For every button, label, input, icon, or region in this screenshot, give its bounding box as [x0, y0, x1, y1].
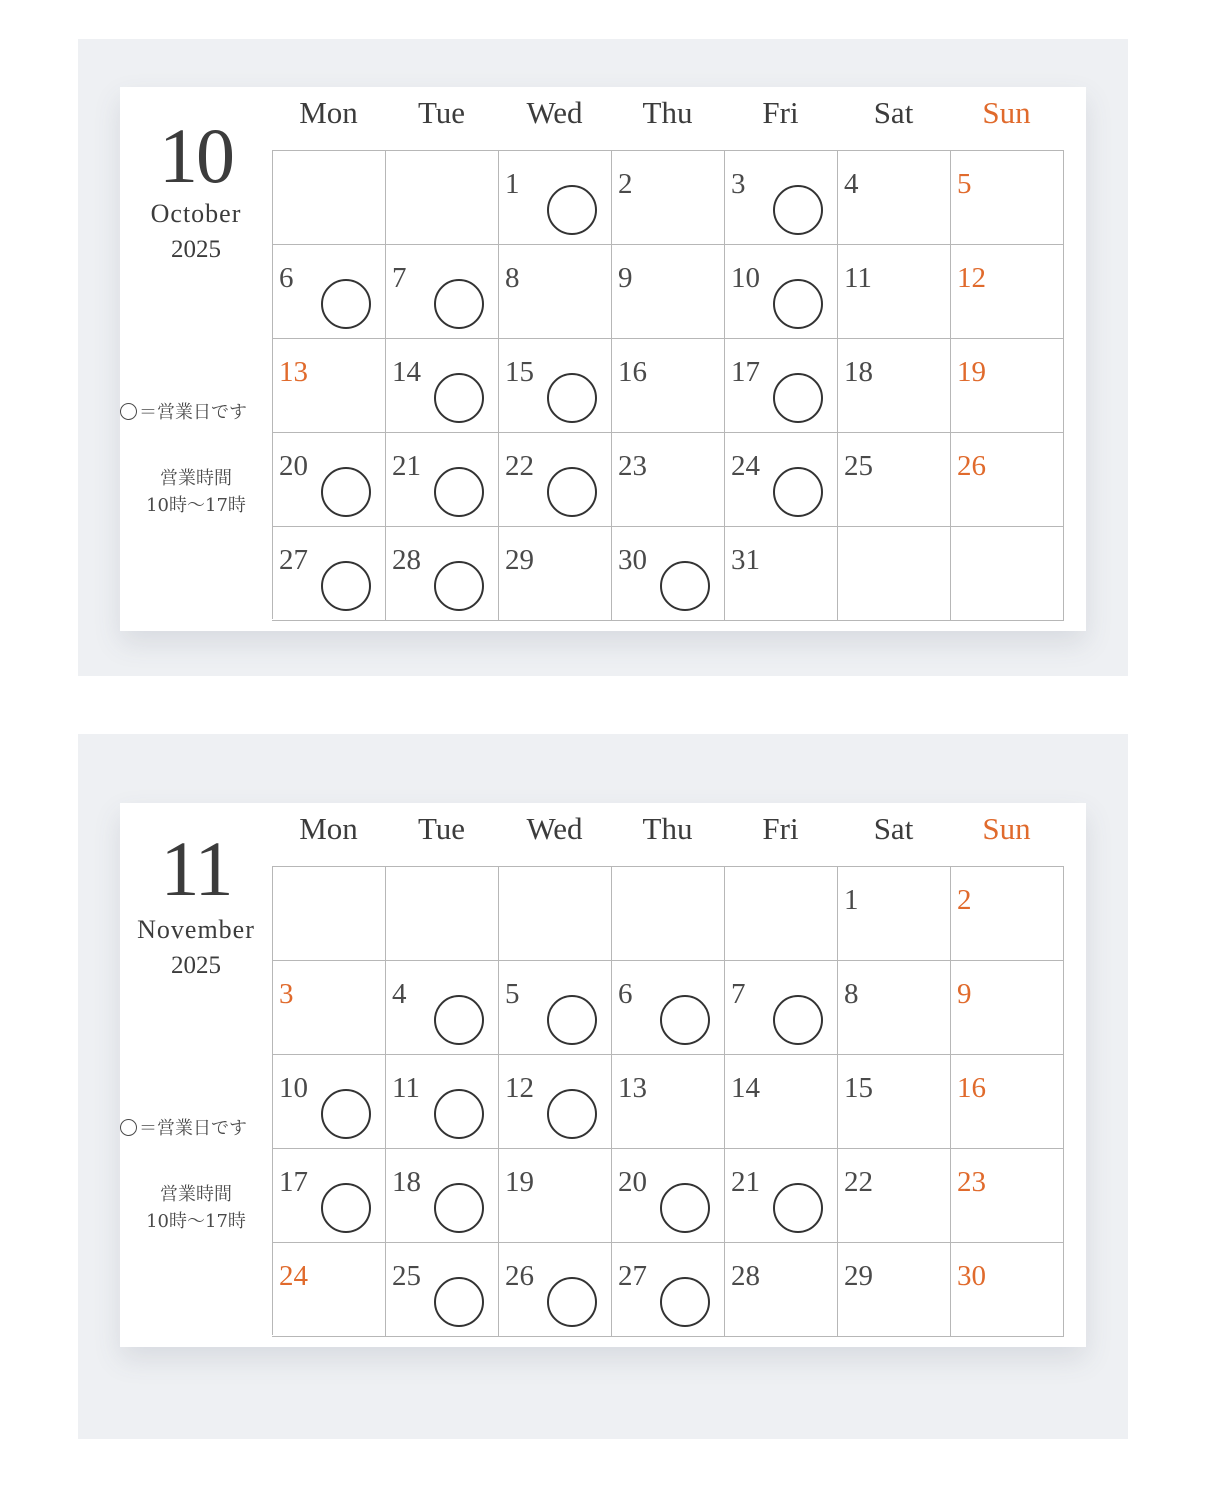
day-cell [837, 244, 951, 339]
day-number: 4 [392, 978, 407, 1010]
day-number: 7 [392, 262, 407, 294]
day-cell [272, 244, 386, 339]
day-cell [837, 1242, 951, 1337]
day-number: 24 [731, 450, 760, 482]
day-number: 27 [279, 544, 308, 576]
day-number: 22 [844, 1166, 873, 1198]
open-day-circle-icon [434, 561, 484, 611]
day-cell [950, 150, 1064, 245]
open-day-circle-icon [660, 995, 710, 1045]
day-number: 6 [618, 978, 633, 1010]
day-number: 11 [844, 262, 872, 294]
calendar-card [120, 803, 1086, 1347]
day-number: 4 [844, 168, 859, 200]
day-number: 3 [279, 978, 294, 1010]
open-day-circle-icon [321, 561, 371, 611]
day-cell [385, 338, 499, 433]
day-cell [837, 866, 951, 961]
day-cell [611, 960, 725, 1055]
day-cell [724, 150, 838, 245]
weekday-sat: Sat [873, 811, 914, 846]
open-day-circle-icon [660, 1183, 710, 1233]
legend-text: ＝営業日です [139, 402, 247, 423]
weekday-thu: Thu [642, 95, 693, 130]
weekday-tue: Tue [417, 95, 466, 130]
month-number: 10 [159, 112, 233, 199]
open-day-circle-icon [321, 467, 371, 517]
day-number: 23 [957, 1166, 986, 1198]
day-number: 24 [279, 1260, 308, 1292]
business-hours [120, 465, 272, 519]
day-cell [385, 960, 499, 1055]
day-cell [950, 432, 1064, 527]
day-number: 6 [279, 262, 294, 294]
day-number: 18 [844, 356, 873, 388]
day-cell [724, 960, 838, 1055]
day-cell [272, 526, 386, 621]
open-day-circle-icon [434, 279, 484, 329]
day-cell [950, 1242, 1064, 1337]
month-name: October [150, 199, 242, 228]
day-number: 10 [279, 1072, 308, 1104]
day-cell [724, 1054, 838, 1149]
day-number: 18 [392, 1166, 421, 1198]
day-cell [385, 1054, 499, 1149]
open-day-circle-icon [660, 561, 710, 611]
circle-icon [120, 1119, 137, 1136]
day-number: 30 [957, 1260, 986, 1292]
weekday-sun: Sun [982, 811, 1031, 846]
day-cell [385, 526, 499, 621]
day-cell [950, 866, 1064, 961]
day-cell [611, 150, 725, 245]
day-number: 7 [731, 978, 746, 1010]
day-cell [724, 1242, 838, 1337]
day-cell [272, 866, 386, 961]
day-number: 25 [392, 1260, 421, 1292]
day-cell [611, 866, 725, 961]
day-number: 28 [392, 544, 421, 576]
year: 2025 [171, 952, 221, 979]
open-day-circle-icon [547, 185, 597, 235]
day-cell [272, 1242, 386, 1337]
calendar-card [120, 87, 1086, 631]
day-cell [724, 432, 838, 527]
open-day-circle-icon [434, 1089, 484, 1139]
day-number: 29 [505, 544, 534, 576]
day-cell [950, 244, 1064, 339]
day-number: 8 [505, 262, 520, 294]
business-hours [120, 1181, 272, 1235]
day-number: 15 [505, 356, 534, 388]
day-number: 28 [731, 1260, 760, 1292]
day-number: 17 [731, 356, 760, 388]
open-day-circle-icon [773, 995, 823, 1045]
day-cell [385, 1148, 499, 1243]
day-cell [837, 526, 951, 621]
day-cell [272, 1054, 386, 1149]
open-day-circle-icon [773, 1183, 823, 1233]
day-number: 2 [957, 884, 972, 916]
day-number: 29 [844, 1260, 873, 1292]
day-cell [272, 432, 386, 527]
day-cell [498, 150, 612, 245]
day-number: 21 [731, 1166, 760, 1198]
day-number: 1 [505, 168, 520, 200]
day-cell [611, 432, 725, 527]
day-cell [385, 244, 499, 339]
day-cell [498, 866, 612, 961]
day-cell [385, 432, 499, 527]
day-number: 19 [957, 356, 986, 388]
day-number: 20 [279, 450, 308, 482]
hours-value: 10時～17時 [146, 1211, 246, 1232]
month-number: 11 [160, 825, 232, 912]
open-day-circle-icon [321, 1183, 371, 1233]
day-number: 31 [731, 544, 760, 576]
open-day-circle-icon [773, 467, 823, 517]
hours-title: 営業時間 [160, 468, 232, 489]
day-cell [724, 338, 838, 433]
open-day-circle-icon [547, 995, 597, 1045]
day-number: 21 [392, 450, 421, 482]
legend [120, 403, 280, 422]
day-cell [837, 1054, 951, 1149]
day-cell [837, 960, 951, 1055]
weekday-fri: Fri [762, 95, 799, 130]
day-cell [724, 244, 838, 339]
day-cell [498, 1242, 612, 1337]
day-number: 5 [957, 168, 972, 200]
day-cell [950, 1054, 1064, 1149]
day-cell [724, 866, 838, 961]
day-cell [837, 432, 951, 527]
weekday-fri: Fri [762, 811, 799, 846]
day-number: 14 [731, 1072, 760, 1104]
year: 2025 [171, 236, 221, 263]
legend [120, 1119, 280, 1138]
day-number: 13 [618, 1072, 647, 1104]
day-cell [724, 1148, 838, 1243]
day-number: 26 [505, 1260, 534, 1292]
open-day-circle-icon [321, 279, 371, 329]
day-cell [498, 526, 612, 621]
day-number: 9 [618, 262, 633, 294]
open-day-circle-icon [434, 467, 484, 517]
day-cell [611, 1054, 725, 1149]
day-number: 17 [279, 1166, 308, 1198]
day-cell [385, 150, 499, 245]
day-number: 16 [618, 356, 647, 388]
day-cell [611, 1242, 725, 1337]
day-number: 14 [392, 356, 421, 388]
day-number: 13 [279, 356, 308, 388]
open-day-circle-icon [547, 1089, 597, 1139]
day-cell [272, 150, 386, 245]
day-cell [498, 338, 612, 433]
open-day-circle-icon [547, 467, 597, 517]
day-number: 9 [957, 978, 972, 1010]
open-day-circle-icon [773, 373, 823, 423]
day-number: 30 [618, 544, 647, 576]
day-number: 8 [844, 978, 859, 1010]
calendar-panel-october [78, 39, 1128, 676]
day-cell [837, 1148, 951, 1243]
day-number: 1 [844, 884, 859, 916]
open-day-circle-icon [321, 1089, 371, 1139]
weekday-wed: Wed [526, 811, 583, 846]
weekday-mon: Mon [299, 811, 358, 846]
weekday-tue: Tue [417, 811, 466, 846]
day-cell [724, 526, 838, 621]
day-cell [498, 432, 612, 527]
open-day-circle-icon [547, 373, 597, 423]
day-number: 15 [844, 1072, 873, 1104]
legend-text: ＝営業日です [139, 1118, 247, 1139]
weekday-thu: Thu [642, 811, 693, 846]
day-cell [611, 338, 725, 433]
weekday-mon: Mon [299, 95, 358, 130]
day-cell [950, 960, 1064, 1055]
day-cell [498, 1148, 612, 1243]
open-day-circle-icon [434, 373, 484, 423]
day-cell [611, 526, 725, 621]
day-cell [611, 244, 725, 339]
circle-icon [120, 403, 137, 420]
open-day-circle-icon [773, 185, 823, 235]
day-number: 3 [731, 168, 746, 200]
day-cell [272, 338, 386, 433]
day-cell [950, 1148, 1064, 1243]
calendar-grid [272, 150, 1063, 619]
day-number: 22 [505, 450, 534, 482]
day-number: 5 [505, 978, 520, 1010]
day-number: 12 [957, 262, 986, 294]
day-number: 23 [618, 450, 647, 482]
day-cell [611, 1148, 725, 1243]
calendar-panel-november [78, 734, 1128, 1439]
day-number: 2 [618, 168, 633, 200]
day-cell [837, 150, 951, 245]
day-number: 26 [957, 450, 986, 482]
day-number: 20 [618, 1166, 647, 1198]
day-number: 25 [844, 450, 873, 482]
day-number: 11 [392, 1072, 420, 1104]
hours-title: 営業時間 [160, 1184, 232, 1205]
day-number: 27 [618, 1260, 647, 1292]
calendar-grid [272, 866, 1063, 1335]
hours-value: 10時～17時 [146, 495, 246, 516]
day-cell [950, 338, 1064, 433]
day-cell [498, 244, 612, 339]
day-cell [498, 1054, 612, 1149]
weekday-wed: Wed [526, 95, 583, 130]
day-cell [272, 1148, 386, 1243]
day-cell [950, 526, 1064, 621]
open-day-circle-icon [773, 279, 823, 329]
weekday-sat: Sat [873, 95, 914, 130]
open-day-circle-icon [660, 1277, 710, 1327]
open-day-circle-icon [434, 1183, 484, 1233]
open-day-circle-icon [434, 995, 484, 1045]
day-number: 16 [957, 1072, 986, 1104]
day-number: 19 [505, 1166, 534, 1198]
day-cell [272, 960, 386, 1055]
day-cell [498, 960, 612, 1055]
day-cell [837, 338, 951, 433]
open-day-circle-icon [547, 1277, 597, 1327]
day-number: 10 [731, 262, 760, 294]
open-day-circle-icon [434, 1277, 484, 1327]
day-cell [385, 866, 499, 961]
day-number: 12 [505, 1072, 534, 1104]
day-cell [385, 1242, 499, 1337]
weekday-sun: Sun [982, 95, 1031, 130]
month-name: November [137, 915, 255, 944]
